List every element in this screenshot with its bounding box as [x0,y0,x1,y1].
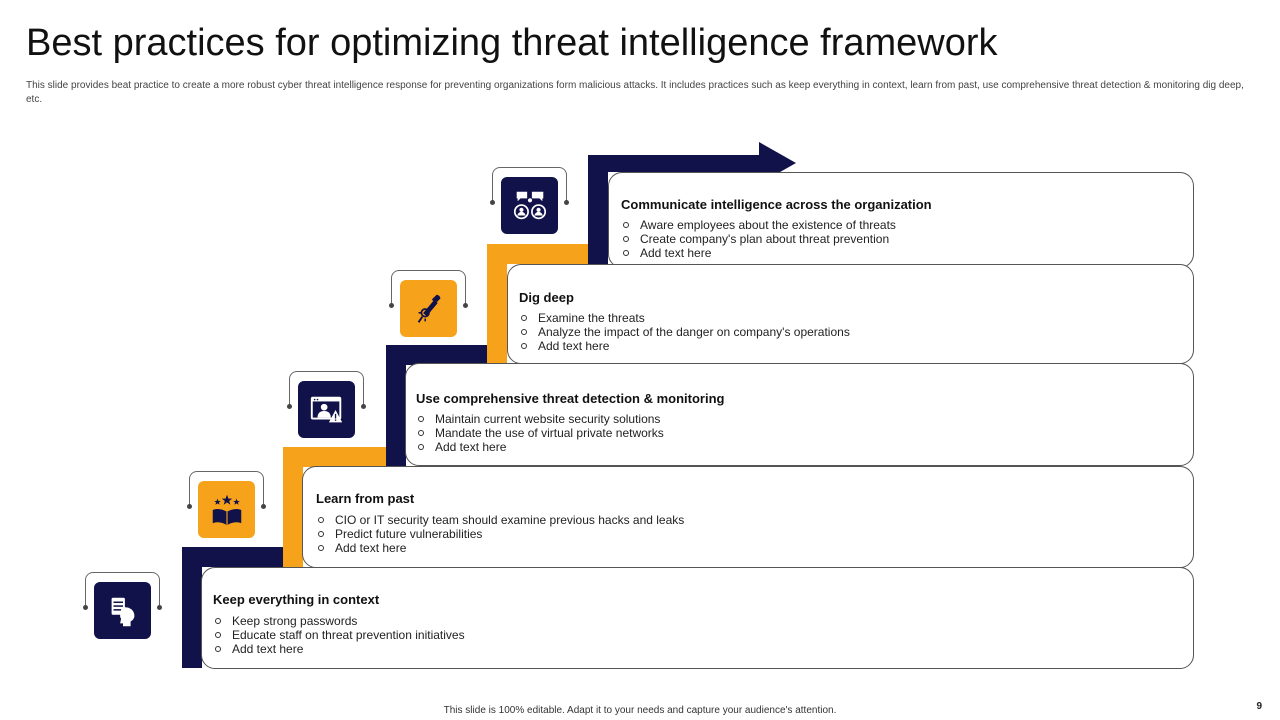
icon-dot [564,200,569,205]
icon-dot [261,504,266,509]
bullet-item: Analyze the impact of the danger on company's operations [519,325,850,339]
icon-dot [83,605,88,610]
step-title: Keep everything in context [213,592,380,607]
step-title: Communicate intelligence across the organization [621,197,932,212]
book-stars-icon [198,481,255,538]
step-icon-2 [189,471,264,541]
bullet-item: Examine the threats [519,311,850,325]
icon-dot [490,200,495,205]
step-title: Use comprehensive threat detection & monitoring [416,391,725,406]
bullet-item: Add text here [519,339,850,353]
icon-dot [361,404,366,409]
step-icon-4 [391,270,466,340]
user-document-icon [94,582,151,639]
step-icon-5 [492,167,567,237]
icon-dot [187,504,192,509]
bullet-item: Aware employees about the existence of threats [621,218,896,232]
bullet-item: Add text here [621,246,896,260]
icon-dot [463,303,468,308]
step-card-3 [405,363,1194,466]
bullet-item: Mandate the use of virtual private networks [416,426,664,440]
bullet-item: Maintain current website security solutions [416,412,664,426]
hacker-monitor-icon [298,381,355,438]
step-bullets [213,614,465,656]
bullet-item: Keep strong passwords [213,614,465,628]
icon-dot [157,605,162,610]
stair-top-arrow-shaft [588,155,763,172]
team-chat-icon [501,177,558,234]
step-bullets [416,412,664,454]
step-icon-3 [289,371,364,441]
bullet-item: Add text here [416,440,664,454]
step-card-4 [507,264,1194,364]
step-card-2 [302,466,1194,568]
bullet-item: Educate staff on threat prevention initiatives [213,628,465,642]
page-number: 9 [1256,701,1262,712]
page-title: Best practices for optimizing threat intelligence framework [26,22,998,64]
pipette-icon [400,280,457,337]
step-bullets [316,513,684,555]
bullet-item: CIO or IT security team should examine previous hacks and leaks [316,513,684,527]
step-card-5 [608,172,1194,268]
icon-dot [389,303,394,308]
bullet-item: Add text here [316,541,684,555]
step-icon-1 [85,572,160,642]
step-bullets [519,311,850,353]
bullet-item: Create company's plan about threat prevention [621,232,896,246]
bullet-item: Predict future vulnerabilities [316,527,684,541]
step-title: Learn from past [316,491,415,506]
icon-dot [287,404,292,409]
page-subtitle: This slide provides beat practice to create a more robust cyber threat intelligence response for preventing organizations form malicious attacks. It includes practices such as keep everything in context, learn from past, use comprehensive threat detection & monitoring dig deep, etc. [26,80,1244,105]
step-bullets [621,218,896,260]
footer-note: This slide is 100% editable. Adapt it to your needs and capture your audience's attention. [443,705,837,716]
step-title: Dig deep [519,290,574,305]
bullet-item: Add text here [213,642,465,656]
step-card-1 [201,567,1194,669]
